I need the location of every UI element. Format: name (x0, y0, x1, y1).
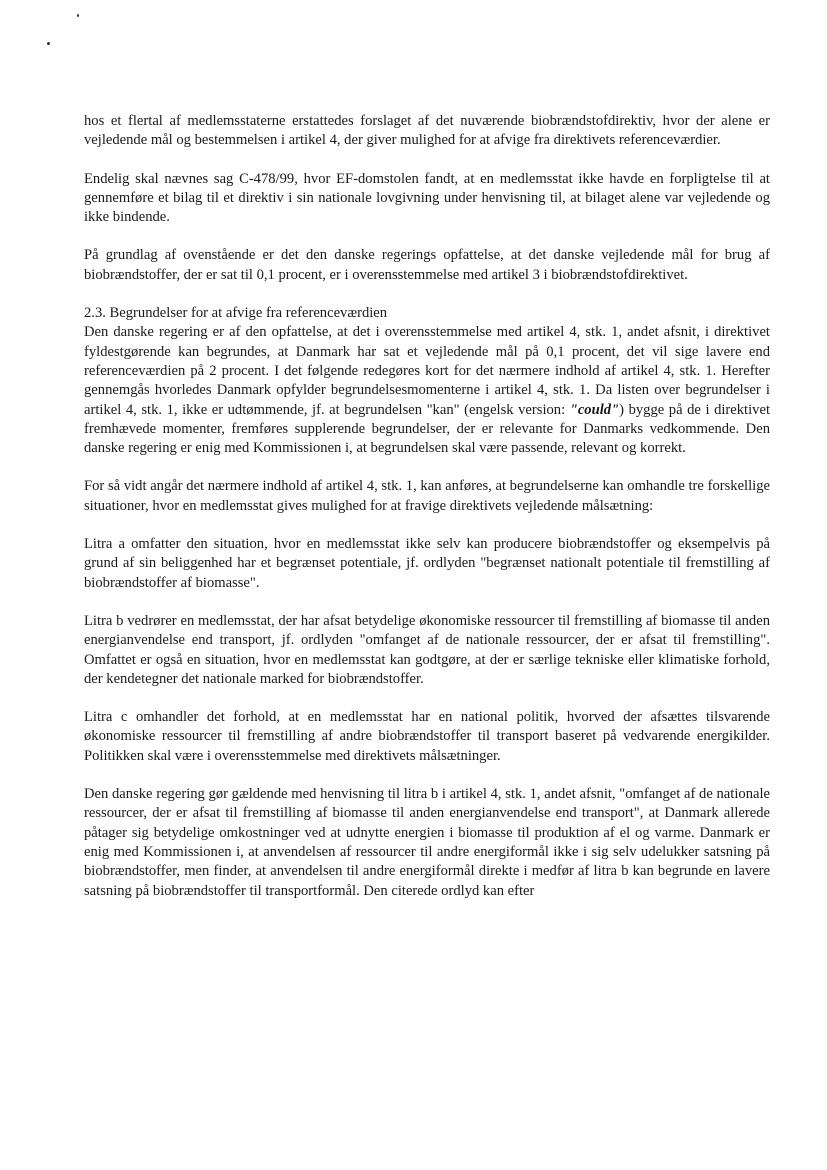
paragraph-justification-part1: Den danske regering er af den opfattelse, at det i overensstemmelse med artikel 4, stk. 1, andet afsnit, i direktivet fyldestgørende kan begrundes, at Danmark har sat et vejledende mål på 0,1 procent, det vil sige lavere end referenceværdien på 2 procent. I det følgende redegøres kort for det nærmere indhold af artikel 4, stk. 1. Herefter gennemgås hvorledes Danmark opfylder begrundelsesmomenterne i artikel 4, stk. 1. Da listen over begrundelser i artikel 4, stk. 1, ikke er udtømmende, jf. at begrundelsen "kan" (engelsk version: (84, 324, 770, 418)
paragraph-article-4-content: For så vidt angår det nærmere indhold af artikel 4, stk. 1, kan anføres, at begrundelserne kan omhandle tre forskellige situationer, hvor en medlemsstat gives mulighed for at fravige direktivets vejledende målsætning: (84, 478, 770, 514)
paragraph-danish-argument: Den danske regering gør gældende med henvisning til litra b i artikel 4, stk. 1, andet afsnit, "omfanget af de nationale ressourcer, der er afsat til fremstilling af biomasse til anden energianvendelse end transport", at Danmark allerede påtager sig betydelige omkostninger ved at udnytte energien i biomasse til produktion af el og varme. Danmark er enig med Kommissionen i, at anvendelsen af ressourcer til andre energiformål ikke i sig selv udelukker satsning på biobrændstoffer, men finder, at anvendelsen til andre energiformål direkte i medfør af litra b kan begrunde en lavere satsning på biobrændstoffer til transportformål. Den citerede ordlyd kan efter (84, 786, 770, 899)
paragraph-litra-a: Litra a omfatter den situation, hvor en medlemsstat ikke selv kan producere biobrændstoffer og eksempelvis på grund af sin beliggenhed har et begrænset potentiale, jf. ordlyden "begrænset nationalt potentiale til fremstilling af biobrændstoffer af biomasse". (84, 536, 770, 591)
paragraph-justification-intro (84, 323, 770, 458)
english-quote-could: "could" (569, 401, 620, 418)
paragraph-litra-c: Litra c omhandler det forhold, at en medlemsstat har en national politik, hvorved der afsættes tilsvarende økonomiske ressourcer til fremstilling af andre biobrændstoffer til transport baseret på vedvarende energikilder. Politikken skal være i overensstemmelse med direktivets målsætninger. (84, 709, 770, 764)
paragraph-case-c-478-99: Endelig skal nævnes sag C-478/99, hvor EF-domstolen fandt, at en medlemsstat ikke havde en forpligtelse til at gennemføre et bilag til et direktiv i sin nationale lovgivning under henvisning til, at bilaget alene var vejledende og ikke bindende. (84, 170, 770, 226)
section-heading-2-3: 2.3. Begrundelser for at afvige fra referenceværdien (84, 305, 388, 322)
scan-speck-top (77, 14, 79, 17)
paragraph-danish-position: På grundlag af ovenstående er det den danske regerings opfattelse, at det danske vejledende mål for brug af biobrændstoffer, der er sat til 0,1 procent, er i overensstemmelse med artikel 3 i biobrændstofdirektivet. (84, 247, 770, 283)
scan-speck-left (47, 42, 50, 45)
paragraph-justification-part2: ) bygge på de i direktivet fremhævede momenter, fremføres supplerende begrundelser, der er relevante for Danmarks vedkommende. Den danske regering er enig med Kommissionen i, at begrundelsen skal være passende, relevant og korrekt. (84, 401, 770, 457)
paragraph-directive-history: hos et flertal af medlemsstaterne erstattedes forslaget af det nuværende biobrændstofdirektiv, hvor der alene er vejledende mål og bestemmelsen i artikel 4, der giver mulighed for at afvige fra direktivets referenceværdier. (84, 113, 770, 149)
document-body (84, 112, 770, 901)
paragraph-litra-b: Litra b vedrører en medlemsstat, der har afsat betydelige økonomiske ressourcer til fremstilling af biomasse til anden energianvendelse end transport, jf. ordlyden "omfanget af de nationale ressourcer, der er afsat til fremstilling". Omfattet er også en situation, hvor en medlemsstat kan godtgøre, at der er særlige tekniske eller klimatiske forhold, der kendetegner det nationale marked for biobrændstoffer. (84, 612, 770, 687)
